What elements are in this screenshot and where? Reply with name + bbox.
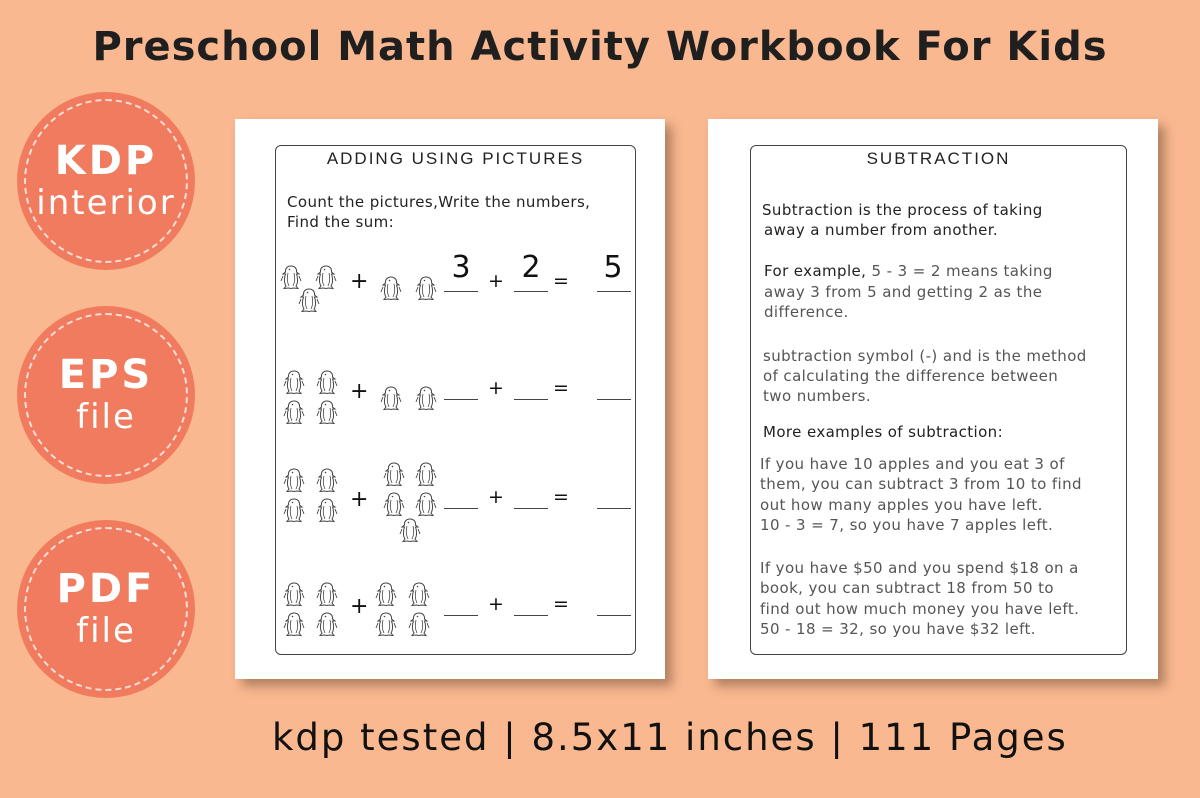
- money-line-2: book, you can subtract 18 from 50 to: [760, 579, 1054, 597]
- plus-sign: +: [350, 269, 369, 294]
- plus-sign: +: [488, 377, 504, 399]
- more-examples-heading: More examples of subtraction:: [763, 423, 1004, 441]
- penguin-icon: [316, 399, 338, 425]
- penguin-icon: [415, 461, 437, 487]
- equals-sign: =: [553, 377, 569, 399]
- row3-blank-1[interactable]: [444, 508, 478, 509]
- example-line-3: difference.: [764, 303, 849, 321]
- badge-small-text: file: [76, 611, 136, 651]
- intro-line-2: away a number from another.: [764, 221, 999, 239]
- penguin-icon: [415, 491, 437, 517]
- instruction-line-2: Find the sum:: [287, 213, 395, 231]
- row3-blank-2[interactable]: [514, 508, 548, 509]
- penguin-icon: [283, 399, 305, 425]
- penguin-icon: [380, 385, 402, 411]
- row2-sum-blank[interactable]: [597, 399, 631, 400]
- right-page: [708, 119, 1158, 679]
- penguin-icon: [283, 369, 305, 395]
- badge-big-text: KDP: [54, 138, 158, 184]
- badge-kdp-interior: [17, 92, 195, 270]
- penguin-icon: [316, 467, 338, 493]
- row1-answer-2: 2: [521, 250, 541, 285]
- penguin-icon: [383, 461, 405, 487]
- plus-sign: +: [488, 270, 504, 292]
- apples-line-3: out how many apples you have left.: [760, 496, 1043, 514]
- example-line-1: [764, 261, 1053, 281]
- money-line-4: 50 - 18 = 32, so you have $32 left.: [760, 620, 1036, 638]
- example-line-2: away 3 from 5 and getting 2 as the: [764, 283, 1043, 301]
- penguin-icon: [283, 467, 305, 493]
- row4-blank-2[interactable]: [514, 615, 548, 616]
- left-page-heading: ADDING USING PICTURES: [326, 149, 585, 168]
- penguin-icon: [283, 611, 305, 637]
- penguin-icon: [283, 497, 305, 523]
- equals-sign: =: [553, 486, 569, 508]
- money-line-1: If you have $50 and you spend $18 on a: [760, 559, 1079, 577]
- apples-line-2: them, you can subtract 3 from 10 to find: [760, 475, 1082, 493]
- plus-sign: +: [350, 487, 369, 512]
- badge-big-text: PDF: [56, 566, 156, 612]
- symbol-line-1: subtraction symbol (-) and is the method: [763, 347, 1087, 365]
- penguin-icon: [380, 275, 402, 301]
- equals-sign: =: [553, 270, 569, 292]
- penguin-icon: [375, 581, 397, 607]
- badge-small-text: interior: [36, 183, 176, 223]
- badge-eps-file: [17, 306, 195, 484]
- penguin-icon: [316, 611, 338, 637]
- apples-line-4: 10 - 3 = 7, so you have 7 apples left.: [760, 516, 1054, 534]
- example-label: For example,: [764, 262, 867, 280]
- row1-answer-1: 3: [451, 250, 471, 285]
- badge-big-text: EPS: [58, 352, 154, 398]
- penguin-icon: [375, 611, 397, 637]
- example-text: 5 - 3 = 2 means taking: [866, 262, 1053, 280]
- row1-blank-1[interactable]: [444, 291, 478, 292]
- left-page: [235, 119, 665, 679]
- right-page-heading: SUBTRACTION: [866, 149, 1011, 168]
- penguin-icon: [316, 581, 338, 607]
- apples-line-1: If you have 10 apples and you eat 3 of: [760, 455, 1065, 473]
- equals-sign: =: [553, 593, 569, 615]
- plus-sign: +: [488, 486, 504, 508]
- row1-sum: 5: [603, 250, 623, 285]
- plus-sign: +: [350, 379, 369, 404]
- row4-sum-blank[interactable]: [597, 615, 631, 616]
- penguin-icon: [316, 497, 338, 523]
- row3-sum-blank[interactable]: [597, 508, 631, 509]
- plus-sign: +: [350, 594, 369, 619]
- footer-specs: kdp tested | 8.5x11 inches | 111 Pages: [272, 716, 1068, 759]
- penguin-icon: [316, 369, 338, 395]
- penguin-icon: [408, 581, 430, 607]
- penguin-icon: [415, 385, 437, 411]
- penguin-icon: [298, 287, 320, 313]
- instruction-line-1: Count the pictures,Write the numbers,: [287, 193, 591, 211]
- intro-line-1: Subtraction is the process of taking: [762, 201, 1043, 219]
- money-line-3: find out how much money you have left.: [760, 600, 1080, 618]
- symbol-line-3: two numbers.: [763, 387, 872, 405]
- row2-blank-1[interactable]: [444, 399, 478, 400]
- row1-sum-blank[interactable]: [597, 291, 631, 292]
- row1-blank-2[interactable]: [514, 291, 548, 292]
- plus-sign: +: [488, 593, 504, 615]
- badge-pdf-file: [17, 520, 195, 698]
- symbol-line-2: of calculating the difference between: [763, 367, 1059, 385]
- penguin-icon: [399, 517, 421, 543]
- penguin-icon: [408, 611, 430, 637]
- penguin-icon: [283, 581, 305, 607]
- row2-blank-2[interactable]: [514, 399, 548, 400]
- workbook-title: Preschool Math Activity Workbook For Kids: [92, 24, 1108, 70]
- badge-small-text: file: [76, 397, 136, 437]
- penguin-icon: [415, 275, 437, 301]
- penguin-icon: [383, 491, 405, 517]
- row4-blank-1[interactable]: [444, 615, 478, 616]
